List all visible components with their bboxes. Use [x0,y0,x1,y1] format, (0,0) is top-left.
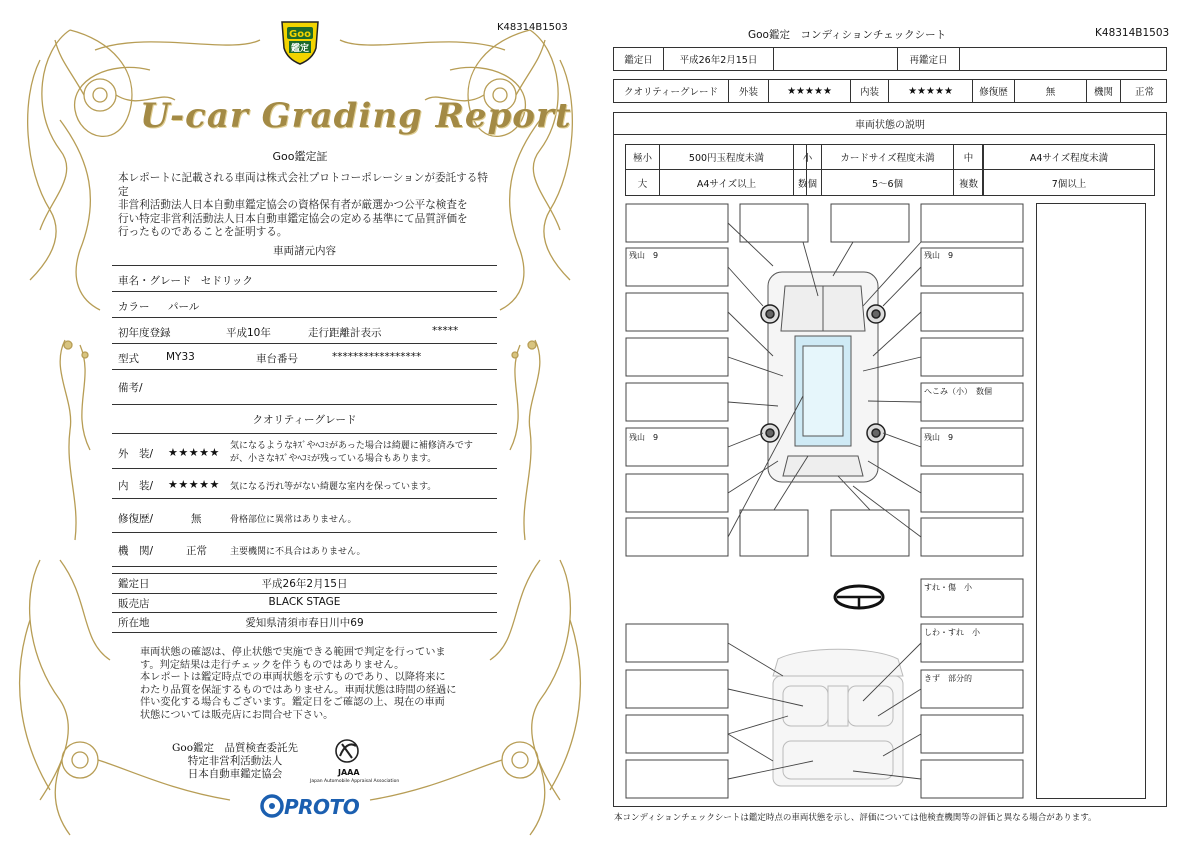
document-id-right: K48314B1503 [1095,27,1170,39]
footer-line: 日本自動車鑑定協会 [187,768,283,780]
divider [112,532,497,533]
divider [112,593,497,594]
repair-value-right: 無 [1015,80,1087,102]
quality-heading: クオリティーグレード [252,414,357,426]
legend-key: 中 [954,145,984,169]
footer-organization [165,742,305,781]
appraisal-date-value: 平成26年2月15日 [664,48,774,70]
interior-stars: ★★★★★ [168,478,220,491]
cert-title: Goo鑑定証 [272,150,328,163]
jaaa-emblem-icon [330,736,364,768]
notice-line: わたり品質を保証するものではありません。車両状態は時間の経過に [140,684,457,696]
divider [112,369,497,370]
address-label: 所在地 [118,617,150,629]
steering-note: すれ・傷 小 [924,583,972,592]
chassis-value: ***************** [332,351,422,363]
first-reg-label: 初年度登録 [118,327,171,339]
footer-line: 特定非営利活動法人 [187,755,283,767]
legend-row [626,170,1154,195]
quality-grade-table [613,79,1167,103]
svg-text:Goo: Goo [289,29,311,40]
intro-line: 行ったものであることを証明する。 [118,226,288,239]
intro-line: 行い特定非営利活動法人日本自動車鑑定協会の定める基準にて品質評価を [118,212,468,225]
interior-stars-right: ★★★★★ [889,80,973,102]
first-reg-row [118,325,498,340]
notice-line: 車両状態の確認は、停止状態で実施できる範囲で判定を行っていま [140,647,446,658]
divider [112,343,497,344]
color-row [118,299,200,314]
legend-desc: 500円玉程度未満 [660,145,794,169]
notice-line: 伴い変化する場合もございます。鑑定日をご確認の上、現在の車両 [140,697,445,709]
exterior-description [230,440,473,466]
divider [112,404,497,405]
condition-check-sheet [600,0,1200,848]
proto-logo-text: PROTO [284,795,360,819]
report-script-title: U-car Grading Report [140,96,572,136]
dent-note: へこみ（小） 数個 [924,387,992,396]
legend-desc: 5～6個 [822,170,954,195]
model-row [118,351,498,366]
legend-gap [982,144,983,196]
engine-description: 主要機関に不具合はありません。 [230,547,366,557]
intro-line: 非営利活動法人日本自動車鑑定協会の資格保有者が厳選かつ公平な検査を [118,199,468,212]
notice-line: す。判定結果は走行チェックを伴うものではありません。 [140,659,405,671]
intro-line: 本レポートに記載される車両は株式会社プロトコーポレーションが委託する特定 [118,172,488,198]
dealer-label: 販売店 [118,598,150,610]
proto-logo-icon [260,794,284,818]
exterior-label-right: 外装 [729,80,769,102]
mileage-label: 走行距離計表示 [308,327,382,339]
legend-key: 大 [626,170,660,195]
divider [112,632,497,633]
legend-desc: カードサイズ程度未満 [822,145,954,169]
divider [112,265,497,266]
exterior-desc-line: が、小さなｷｽﾞやﾍｺﾐが残っている場合もあります。 [230,454,437,464]
mileage-value: ***** [432,325,459,337]
notice-line: 状態については販売店にお問合せ下さい。 [140,709,334,721]
dealer-value: BLACK STAGE [268,596,341,608]
legend-key: 数個 [794,170,822,195]
repair-value: 無 [191,513,202,525]
engine-label-right: 機関 [1087,80,1121,102]
sheet-title: Goo鑑定 コンディションチェックシート [748,29,947,41]
jaaa-subtitle: Japan Automobile Appraisal Association [310,779,400,784]
legend-row [626,145,1154,170]
model-label: 型式 [118,353,139,365]
divider [112,433,497,434]
chassis-label: 車台番号 [256,353,298,365]
legend-key: 小 [794,145,822,169]
color-label: カラー [118,301,150,313]
svg-text:鑑定: 鑑定 [290,44,310,54]
legend-desc: A4サイズ程度未満 [1029,153,1109,164]
quality-grade-label: クオリティーグレード [614,80,729,102]
date-value: 平成26年2月15日 [261,578,348,590]
tread-front-left-note: 残山 9 [629,251,659,260]
legend-desc: 7個以上 [1051,178,1087,190]
legend-gap [806,144,807,196]
comments-box [1036,203,1146,799]
repair-label: 修復歴/ [118,513,154,525]
interior-label-right: 内装 [851,80,889,102]
appraisal-date-table [613,47,1167,71]
legend-key: 極小 [626,145,660,169]
car-diagram [613,196,1033,806]
divider [112,612,497,613]
divider [112,498,497,499]
reappraisal-date-value [960,48,1168,70]
exterior-stars: ★★★★★ [168,446,220,459]
exterior-label: 外 装/ [118,448,154,460]
sheet-footer-note: 本コンディションチェックシートは鑑定時点の車両状態を示し、評価については他検査機関等の評価と異なる場合があります。 [614,813,1097,823]
reappraisal-date-label: 再鑑定日 [898,48,960,70]
intro-paragraph [118,172,498,240]
tread-front-right-note: 残山 9 [924,251,954,260]
address-value: 愛知県清須市春日川中69 [245,617,364,629]
divider [112,291,497,292]
divider [112,573,497,574]
engine-value: 正常 [186,545,207,557]
notice-paragraph [140,647,485,723]
exterior-desc-line: 気になるようなｷｽﾞやﾍｺﾐがあった場合は綺麗に補修済みです [230,441,473,451]
damage-size-legend [625,144,1155,196]
legend-desc: A4サイズ以上 [660,170,794,195]
jaaa-logo-text: JAAA [338,768,360,777]
divider [112,468,497,469]
car-name-row [118,273,253,288]
divider [112,566,497,567]
footer-line: Goo鑑定 品質検査委託先 [171,742,299,754]
model-value: MY33 [166,351,195,363]
section-title: 車両状態の説明 [613,112,1167,135]
scratch-note: きず 部分的 [924,674,972,683]
engine-label: 機 関/ [118,545,154,557]
tread-rear-left-note: 残山 9 [629,433,659,442]
date-label: 鑑定日 [118,578,150,590]
car-name-label: 車名・グレード [118,275,192,287]
seat-note: しわ・すれ 小 [924,628,980,637]
legend-key: 複数 [954,170,984,195]
goo-logo-icon [279,18,321,66]
remarks-label: 備考/ [118,382,143,394]
exterior-stars-right: ★★★★★ [769,80,851,102]
first-reg-value: 平成10年 [226,327,271,339]
appraisal-date-blank [774,48,898,70]
color-value: パール [168,301,200,313]
repair-description: 骨格部位に異常はありません。 [230,515,357,525]
tread-rear-right-note: 残山 9 [924,433,954,442]
interior-description: 気になる汚れ等がない綺麗な室内を保っています。 [230,482,437,492]
appraisal-date-label: 鑑定日 [614,48,664,70]
repair-label-right: 修復歴 [973,80,1015,102]
notice-line: 本レポートは鑑定時点での車両状態を示すものであり、以降将来に [140,672,446,684]
divider [112,317,497,318]
interior-label: 内 装/ [118,480,154,492]
spec-heading: 車両諸元内容 [273,245,336,257]
engine-value-right: 正常 [1134,87,1154,98]
car-name-value: セドリック [200,275,253,287]
document-id-left: K48314B1503 [497,22,568,33]
